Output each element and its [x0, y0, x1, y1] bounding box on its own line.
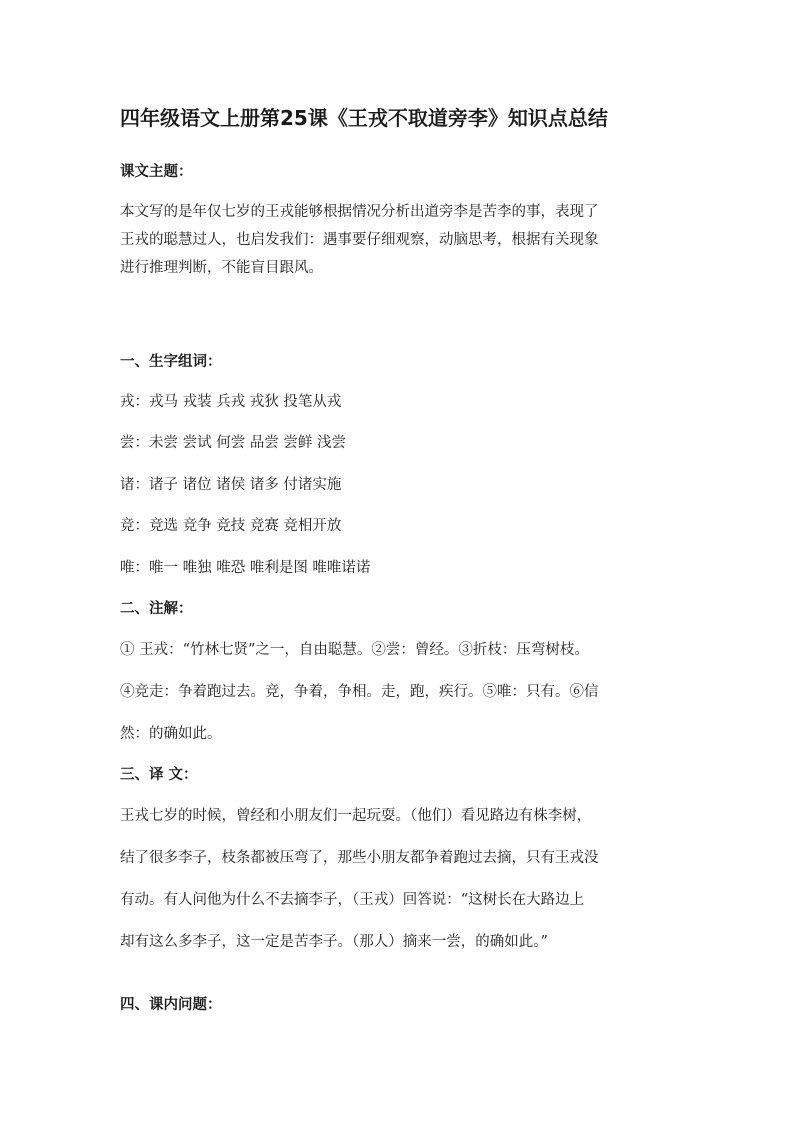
- vocab-row: 唯：唯一 唯独 唯恐 唯利是图 唯唯诺诺: [120, 560, 371, 576]
- notes-paragraph: [120, 636, 676, 748]
- notes-heading: 二、注解：: [120, 601, 193, 617]
- notes-line: ④竞走：争着跑过去。竞，争着，争相。走，跑，疾行。⑤唯：只有。⑥信: [120, 684, 599, 700]
- vocab-heading: 一、生字组词：: [120, 354, 222, 370]
- notes-line: 然：的确如此。: [120, 726, 222, 742]
- vocab-row: 尝：未尝 尝试 何尝 品尝 尝鲜 浅尝: [120, 435, 347, 451]
- theme-heading: 课文主题：: [120, 164, 193, 180]
- vocab-row: 戎：戎马 戎装 兵戎 戎狄 投笔从戎: [120, 394, 342, 410]
- vocab-row: 诸：诸子 诸位 诸侯 诸多 付诸实施: [120, 477, 342, 493]
- theme-line: 本文写的是年仅七岁的王戎能够根据情况分析出道旁李是苦李的事，表现了: [120, 204, 599, 220]
- notes-line: ① 王戎：“竹林七贤”之一，自由聪慧。②尝：曾经。③折枝：压弯树枝。: [120, 642, 589, 658]
- translation-line: 结了很多李子，枝条都被压弯了，那些小朋友都争着跑过去摘，只有王戎没: [120, 850, 599, 866]
- translation-line: 王戎七岁的时候，曾经和小朋友们一起玩耍。（他们）看见路边有株李树，: [120, 808, 592, 824]
- translation-paragraph: [120, 802, 676, 956]
- theme-line: 进行推理判断，不能盲目跟风。: [120, 260, 323, 276]
- translation-line: 却有这么多李子，这一定是苦李子。（那人）摘来一尝，的确如此。”: [120, 934, 548, 950]
- translation-heading: 三、译 文：: [120, 767, 198, 783]
- translation-line: 有动。有人问他为什么不去摘李子，（王戎）回答说：“这树长在大路边上: [120, 892, 585, 908]
- theme-line: 王戎的聪慧过人，也启发我们：遇事要仔细观察，动脑思考，根据有关现象: [120, 232, 599, 248]
- document-title: 四年级语文上册第25课《王戎不取道旁李》知识点总结: [120, 106, 608, 130]
- theme-paragraph: [120, 198, 676, 282]
- questions-heading: 四、课内问题：: [120, 997, 222, 1013]
- vocab-row: 竞：竞选 竞争 竞技 竞赛 竞相开放: [120, 518, 342, 534]
